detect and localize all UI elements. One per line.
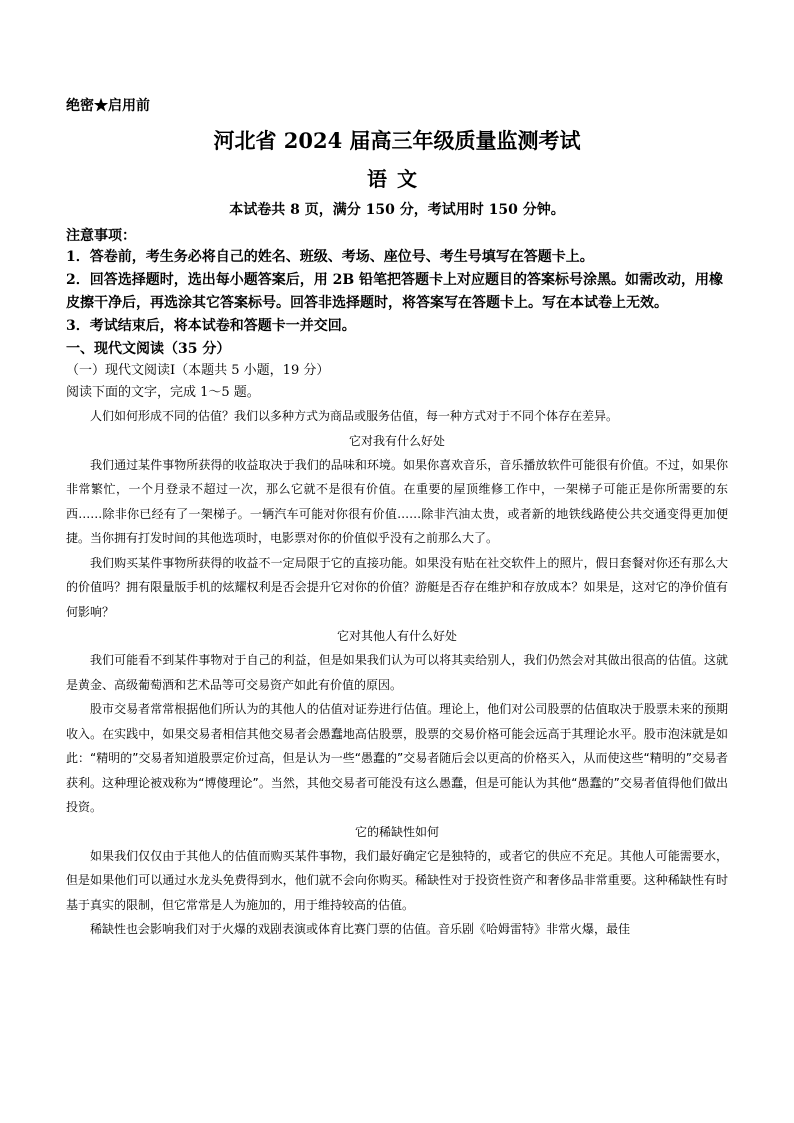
section-title: 一、现代文阅读（35 分）: [66, 341, 231, 357]
passage-intro: 人们如何形成不同的估值？我们以多种方式为商品或服务估值，每一种方式对于不同个体存在差异。: [90, 409, 619, 423]
subject-title: 语文: [367, 167, 427, 191]
notice-item: 3．考试结束后，将本试卷和答题卡一并交回。: [66, 318, 356, 334]
notice-item: 1．答卷前，考生务必将自己的姓名、班级、考场、座位号、考生号填写在答题卡上。: [66, 249, 594, 265]
notice-item: 2．回答选择题时，选出每小题答案后，用 2B 铅笔把答题卡上对应题目的答案标号涂黑。如需改动，用橡皮擦干净后，再选涂其它答案标号。回答非选择题时，将答案写在答题卡上。写在本试卷上无效。: [66, 272, 724, 311]
passage-heading: 它对其他人有什么好处: [336, 629, 457, 643]
exam-title: 河北省 2024 届高三年级质量监测考试: [213, 128, 581, 153]
passage-paragraph: 我们可能看不到某件事物对于自己的利益，但是如果我们认为可以将其卖给别人，我们仍然会对其做出很高的估值。这就是黄金、高级葡萄酒和艺术品等可交易资产如此有价值的原因。: [66, 653, 728, 692]
passage-paragraph: 稀缺性也会影响我们对于火爆的戏剧表演或体育比赛门票的估值。音乐剧《哈姆雷特》非常火爆，最佳: [90, 922, 631, 936]
exam-info: 本试卷共 8 页，满分 150 分，考试用时 150 分钟。: [229, 202, 565, 218]
passage-paragraph: 我们购买某件事物所获得的收益不一定局限于它的直接功能。如果没有贴在社交软件上的照片，假日套餐对你还有那么大的价值吗？拥有限量版手机的炫耀权利是否会提升它对你的价值？游艇是否存在维护和存放成本？如果是，这对它的净价值有何影响？: [66, 555, 728, 619]
passage-heading: 它对我有什么好处: [348, 433, 445, 448]
instruction: 阅读下面的文字，完成 1～5 题。: [66, 385, 260, 400]
subsection-title: （一）现代文阅读Ⅰ（本题共 5 小题，19 分）: [66, 363, 330, 378]
passage-paragraph: 如果我们仅仅由于其他人的估值而购买某件事物，我们最好确定它是独特的，或者它的供应不充足。其他人可能需要水，但是如果他们可以通过水龙头免费得到水，他们就不会向你购买。稀缺性对于投资性资产和奢侈品非常重要。这种稀缺性有时基于真实的限制，但它常常是人为施加的，用于维持较高的估值。: [66, 848, 728, 912]
secret-mark: 绝密★启用前: [66, 98, 150, 114]
passage-paragraph: 股市交易者常常根据他们所认为的其他人的估值对证券进行估值。理论上，他们对公司股票的估值取决于股票未来的预期收入。在实践中，如果交易者相信其他交易者会愚蠢地高估股票，股票的交易价格可能会远高于其理论水平。股市泡沫就是如此：“精明的”交易者知道股票定价过高，但是认为一些“愚蠢的”交易者随后会以更高的价格买入，从而使这些“精明的”交易者获利。这种理论被戏称为“博傻理论”。当然，其他交易者可能没有这么愚蠢，但是可能认为其他“愚蠢的”交易者值得他们做出投资。: [66, 702, 728, 814]
passage-heading: 它的稀缺性如何: [354, 824, 439, 839]
passage-paragraph: 我们通过某件事物所获得的收益取决于我们的品味和环境。如果你喜欢音乐，音乐播放软件可能很有价值。不过，如果你非常繁忙，一个月登录不超过一次，那么它就不是很有价值。在重要的屋顶维修工作中，一架梯子可能正是你所需要的东西……除非你已经有了一架梯子。一辆汽车可能对你很有价值……除非汽油太贵，或者新的地铁线路使公共交通变得更加便捷。当你拥有打发时间的其他选项时，电影票对你的价值似乎没有之前那么大了。: [66, 457, 728, 545]
notice-title: 注意事项：: [66, 228, 136, 244]
